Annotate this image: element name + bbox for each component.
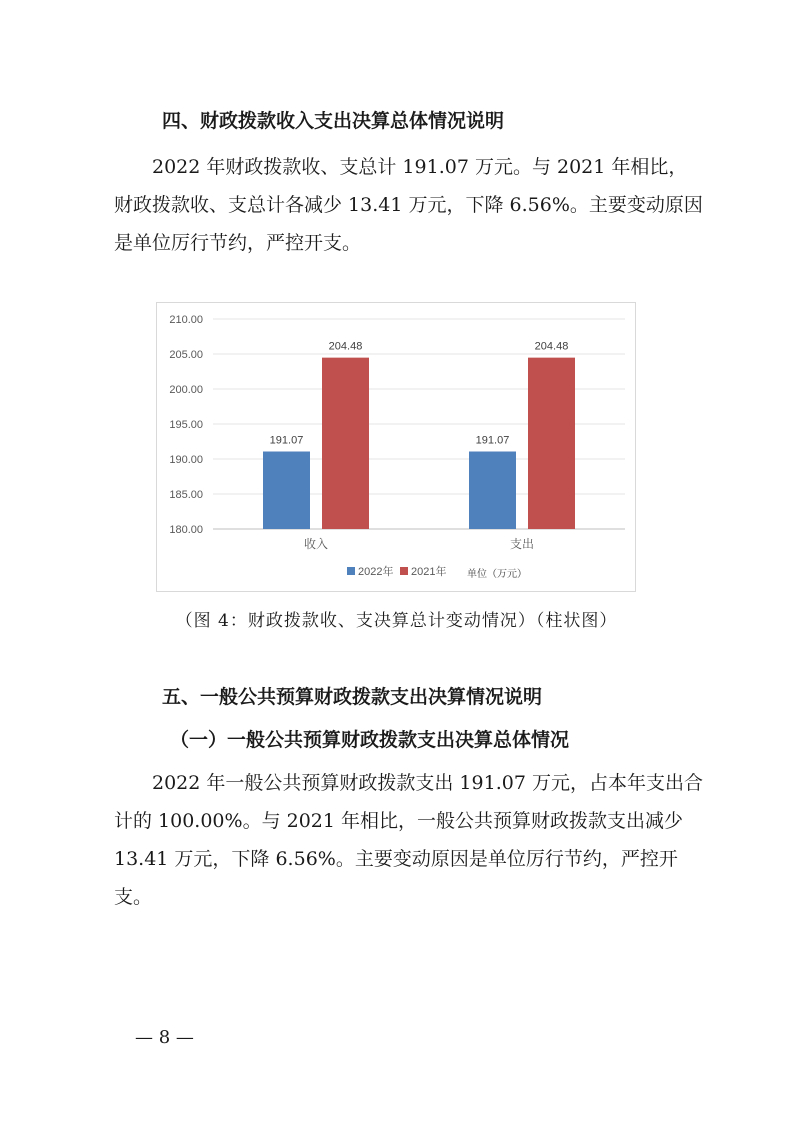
unit-note: 单位（万元）: [467, 569, 527, 580]
page-number: — 8 —: [135, 1027, 194, 1048]
x-tick-label: 支出: [509, 537, 535, 551]
y-tick-label: 180.00: [169, 524, 203, 536]
bar: [469, 452, 516, 529]
section-4-heading: 四、财政拨款收入支出决算总体情况说明: [162, 110, 505, 132]
legend-swatch: [400, 567, 408, 575]
section-5-paragraph: 2022 年一般公共预算财政拨款支出 191.07 万元，占本年支出合计的 100.00%。与 2021 年相比，一般公共预算财政拨款支出减少 13.41 万元，下降 6.56%。主要变动原因是单位厉行节约，严控开支。: [114, 772, 703, 908]
bar-chart-svg: [157, 303, 635, 591]
bar: [528, 358, 575, 529]
y-tick-label: 210.00: [169, 314, 203, 326]
bar-chart: [156, 302, 636, 592]
y-tick-label: 200.00: [169, 384, 203, 396]
bar: [263, 452, 310, 529]
section-4-paragraph: 2022 年财政拨款收、支总计 191.07 万元。与 2021 年相比，财政拨款收、支总计各减少 13.41 万元，下降 6.56%。主要变动原因是单位厉行节约，严控开支。: [114, 156, 703, 254]
figure-caption: （图 4：财政拨款收、支决算总计变动情况）（柱状图）: [175, 611, 618, 631]
y-tick-label: 205.00: [169, 349, 203, 361]
legend-label: 2021年: [411, 566, 447, 578]
section-5-heading: 五、一般公共预算财政拨款支出决算情况说明: [162, 686, 543, 708]
x-tick-label: 收入: [303, 537, 329, 551]
y-tick-label: 195.00: [169, 419, 203, 431]
data-label: 204.48: [328, 340, 363, 353]
data-label: 191.07: [269, 434, 304, 447]
section-5-subheading: （一）一般公共预算财政拨款支出决算总体情况: [170, 729, 570, 751]
bar: [322, 358, 369, 529]
legend-swatch: [347, 567, 355, 575]
y-tick-label: 190.00: [169, 454, 203, 466]
data-label: 204.48: [534, 340, 569, 353]
legend-label: 2022年: [358, 566, 394, 578]
data-label: 191.07: [475, 434, 510, 447]
y-tick-label: 185.00: [169, 489, 203, 501]
